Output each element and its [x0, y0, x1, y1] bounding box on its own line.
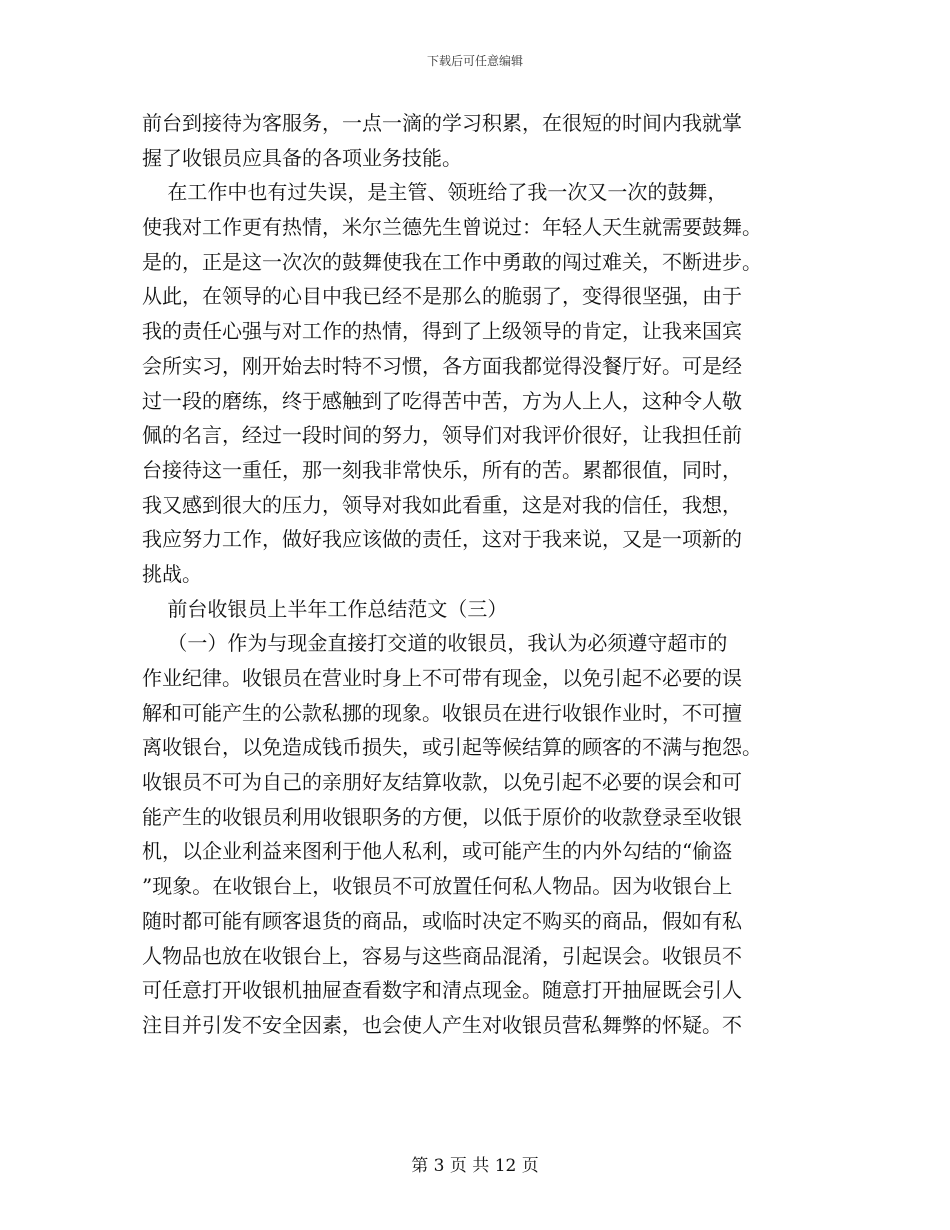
text-line: ”现象。在收银台上，收银员不可放置任何私人物品。因为收银台上	[142, 874, 733, 899]
page-header: 下载后可任意编辑	[426, 54, 523, 68]
text-line: 可任意打开收银机抽屉查看数字和清点现金。随意打开抽屉既会引人	[142, 978, 742, 1003]
text-line: 台接待这一重任，那一刻我非常快乐，所有的苦。累都很值，同时，	[142, 457, 742, 482]
text-line: 在工作中也有过失误，是主管、领班给了我一次又一次的鼓舞，	[142, 180, 728, 205]
text-line: 从此，在领导的心目中我已经不是那么的脆弱了，变得很坚强，由于	[142, 284, 742, 309]
document-body	[142, 106, 802, 1043]
text-line: 使我对工作更有热情，米尔兰德先生曾说过：年轻人天生就需要鼓舞。	[142, 215, 762, 240]
text-line: 我应努力工作，做好我应该做的责任，这对于我来说，又是一项新的	[142, 527, 742, 552]
text-line: 前台到接待为客服务，一点一滴的学习积累，在很短的时间内我就掌	[142, 111, 742, 135]
text-line: 人物品也放在收银台上，容易与这些商品混淆，引起误会。收银员不	[142, 943, 742, 968]
text-line: 注目并引发不安全因素，也会使人产生对收银员营私舞弊的怀疑。不	[142, 1012, 742, 1037]
text-line: 作业纪律。收银员在营业时身上不可带有现金，以免引起不必要的误	[142, 666, 742, 690]
text-line: 我又感到很大的压力，领导对我如此看重，这是对我的信任，我想，	[142, 492, 742, 517]
text-line: 会所实习，刚开始去时特不习惯，各方面我都觉得没餐厅好。可是经	[142, 353, 742, 378]
text-line: 随时都可能有顾客退货的商品，或临时决定不购买的商品，假如有私	[142, 908, 742, 933]
text-line: 过一段的磨练，终于感触到了吃得苦中苦，方为人上人，这种令人敬	[142, 388, 742, 413]
text-line: 离收银台，以免造成钱币损失，或引起等候结算的顾客的不满与抱怨。	[142, 735, 762, 760]
section-heading: 前台收银员上半年工作总结范文（三）	[142, 596, 508, 621]
text-line: （一）作为与现金直接打交道的收银员，我认为必须遵守超市的	[142, 631, 728, 656]
text-line: 挑战。	[142, 561, 202, 586]
text-line: 佩的名言，经过一段时间的努力，领导们对我评价很好，让我担任前	[142, 423, 742, 448]
text-line: 是的，正是这一次次的鼓舞使我在工作中勇敢的闯过难关，不断进步。	[142, 249, 762, 274]
text-line: 握了收银员应具备的各项业务技能。	[142, 145, 462, 170]
page-footer: 第 3 页 共 12 页	[411, 1156, 539, 1176]
text-line: 解和可能产生的公款私挪的现象。收银员在进行收银作业时，不可擅	[142, 700, 742, 725]
text-line: 我的责任心强与对工作的热情，得到了上级领导的肯定，让我来国宾	[142, 319, 742, 344]
text-line: 机，以企业利益来图利于他人私利，或可能产生的内外勾结的“偷盗	[142, 839, 733, 864]
text-line: 收银员不可为自己的亲朋好友结算收款，以免引起不必要的误会和可	[142, 770, 742, 795]
text-line: 能产生的收银员利用收银职务的方便，以低于原价的收款登录至收银	[142, 804, 742, 829]
